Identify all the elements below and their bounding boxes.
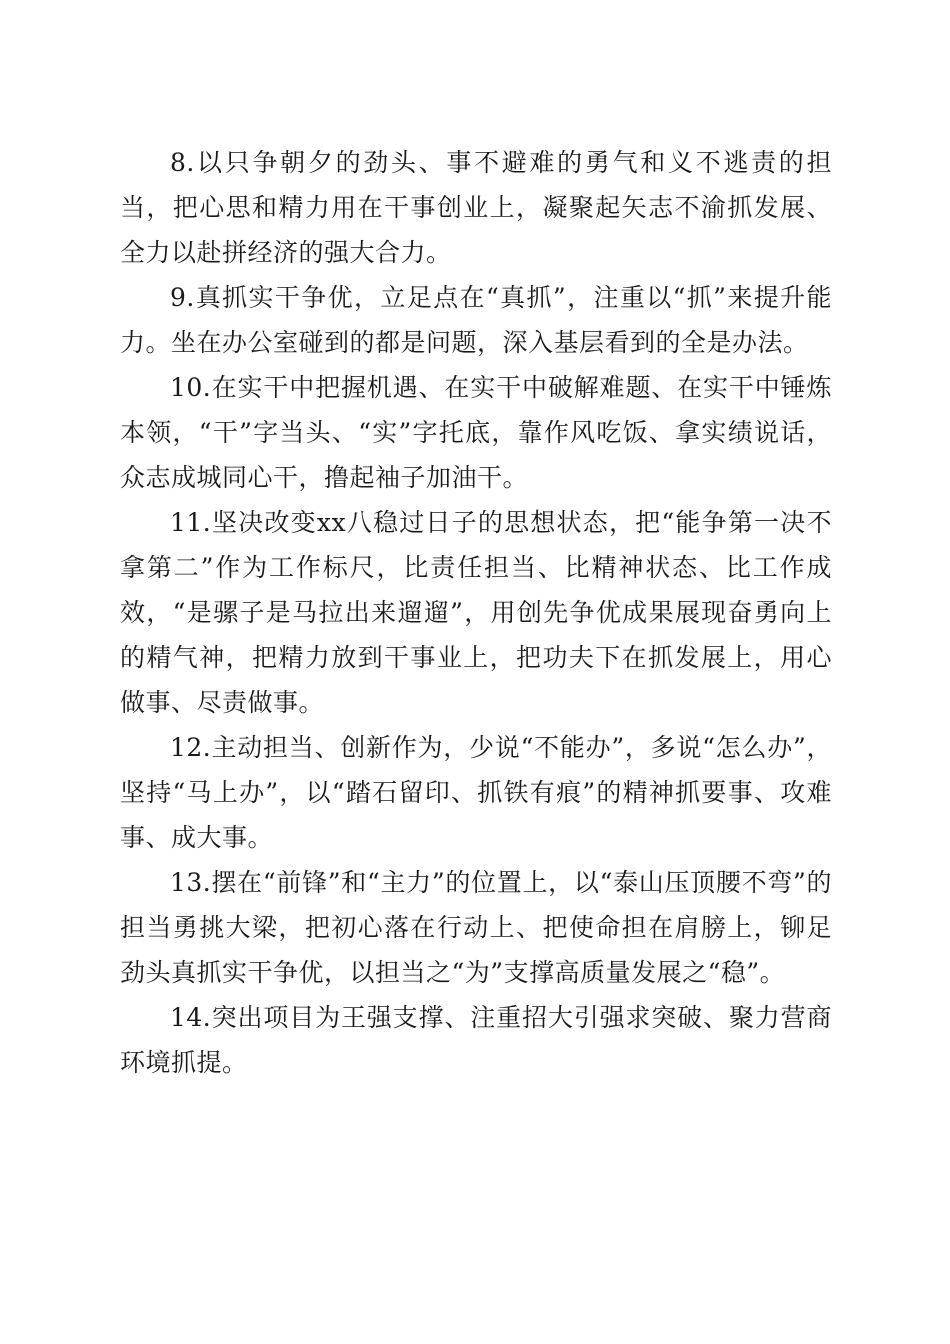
paragraph-12: 12.主动担当、创新作为，少说“不能办”，多说“怎么办”，坚持“马上办”，以“踏石留印、抓铁有痕”的精神抓要事、攻难事、成大事。 bbox=[120, 733, 832, 852]
paragraph-9: 9.真抓实干争优，立足点在“真抓”，注重以“抓”来提升能力。坐在办公室碰到的都是问题，深入基层看到的全是办法。 bbox=[120, 283, 832, 357]
document-body bbox=[120, 140, 832, 1085]
paragraph-10: 10.在实干中把握机遇、在实干中破解难题、在实干中锤炼本领，“干”字当头、“实”字托底，靠作风吃饭、拿实绩说话，众志成城同心干，撸起袖子加油干。 bbox=[120, 373, 832, 492]
paragraph-14: 14.突出项目为王强支撑、注重招大引强求突破、聚力营商环境抓提。 bbox=[120, 1003, 832, 1077]
paragraph-8: 8.以只争朝夕的劲头、事不避难的勇气和义不逃责的担当，把心思和精力用在干事创业上，凝聚起矢志不渝抓发展、全力以赴拼经济的强大合力。 bbox=[120, 148, 832, 267]
paragraph-11: 11.坚决改变xx八稳过日子的思想状态，把“能争第一决不拿第二”作为工作标尺，比责任担当、比精神状态、比工作成效，“是骡子是马拉出来遛遛”，用创先争优成果展现奋勇向上的精气神，把精力放到干事业上，把功夫下在抓发展上，用心做事、尽责做事。 bbox=[120, 508, 832, 717]
paragraph-13: 13.摆在“前锋”和“主力”的位置上，以“泰山压顶腰不弯”的担当勇挑大梁，把初心落在行动上、把使命担在肩膀上，铆足劲头真抓实干争优，以担当之“为”支撑高质量发展之“稳”。 bbox=[120, 868, 832, 987]
